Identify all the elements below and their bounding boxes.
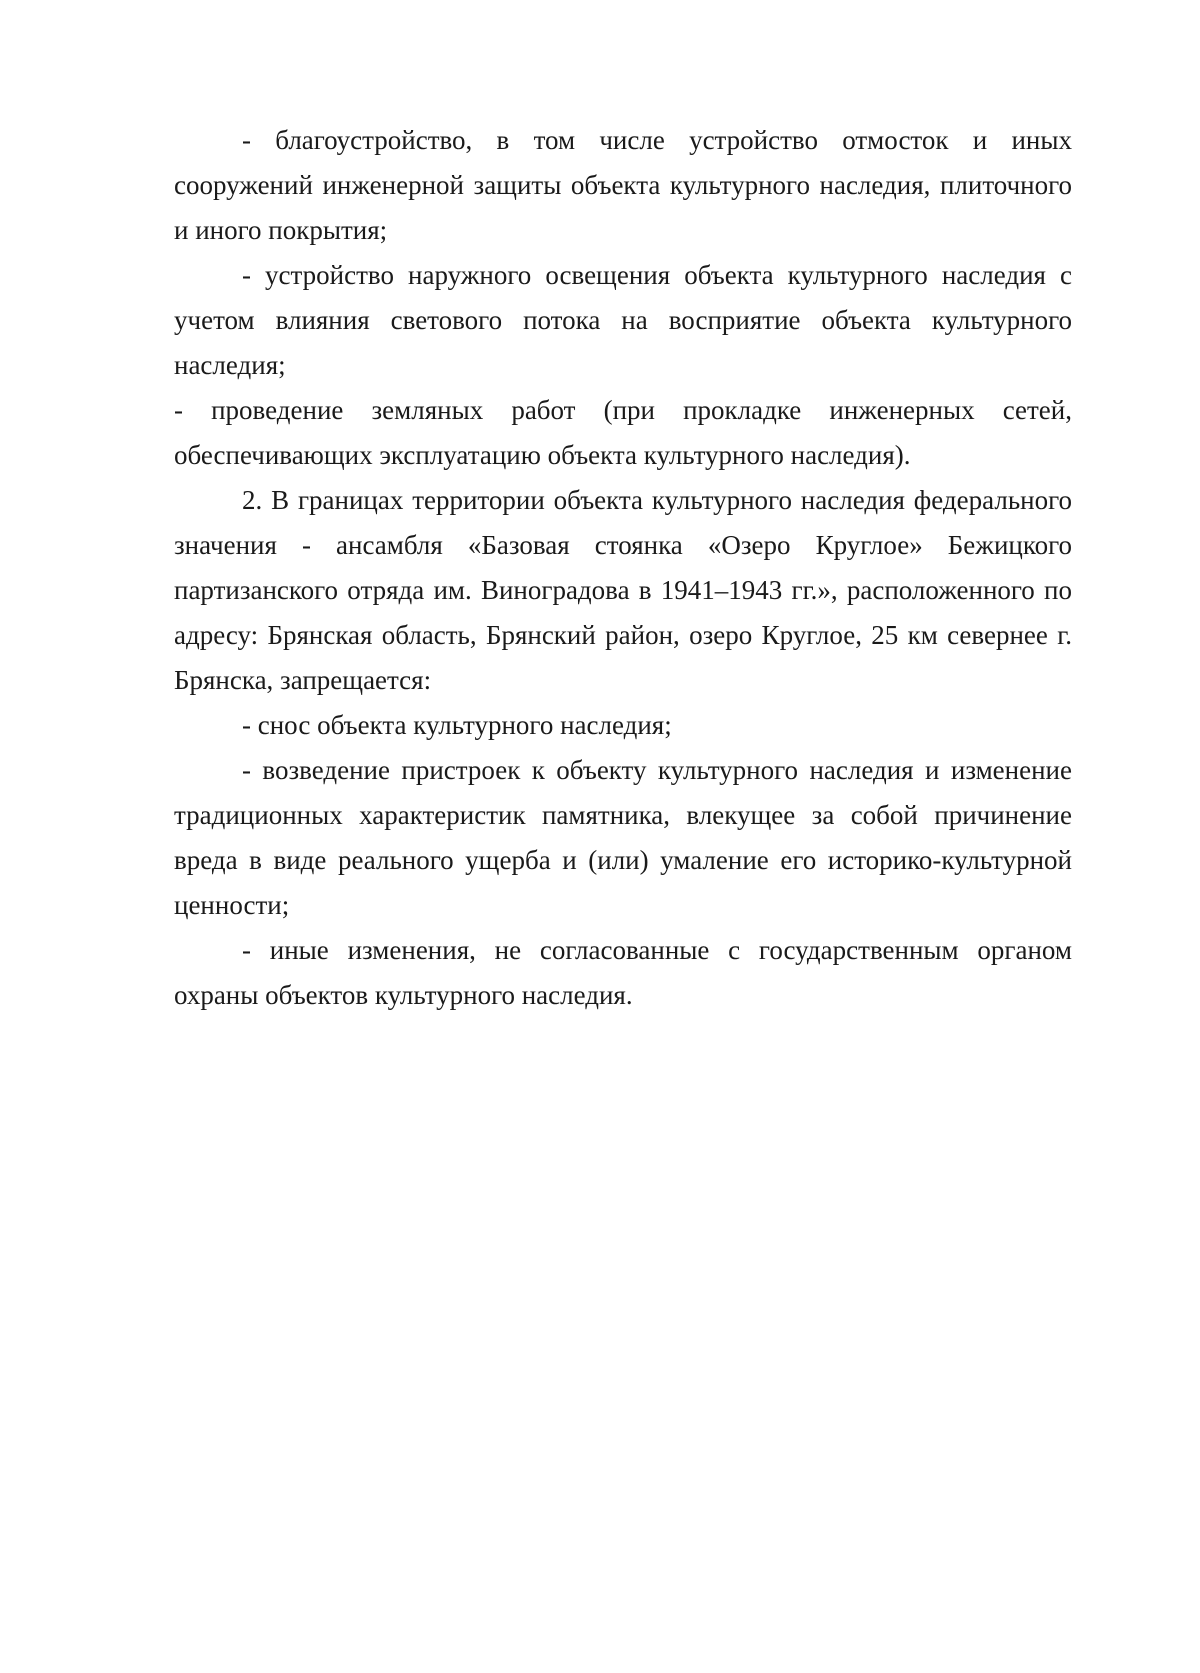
paragraph-earthworks: - проведение земляных работ (при прокладке инженерных сетей, обеспечивающих эксплуатацию объекта культурного наследия). bbox=[174, 395, 1072, 470]
document-body bbox=[174, 118, 1072, 1018]
paragraph-lighting: - устройство наружного освещения объекта культурного наследия с учетом влияния светового потока на восприятие объекта культурного наследия; bbox=[174, 260, 1072, 380]
paragraph-landscaping: - благоустройство, в том числе устройство отмосток и иных сооружений инженерной защиты объекта культурного наследия, плиточного и иного покрытия; bbox=[174, 125, 1072, 245]
paragraph-section-2: 2. В границах территории объекта культурного наследия федерального значения - ансамбля «Базовая стоянка «Озеро Круглое» Бежицкого партизанского отряда им. Виноградова в 1941–1943 гг.», расположенного по адресу: Брянская область, Брянский район, озеро Круглое, 25 км севернее г. Брянска, запрещается: bbox=[174, 485, 1072, 695]
paragraph-extensions: - возведение пристроек к объекту культурного наследия и изменение традиционных характеристик памятника, влекущее за собой причинение вреда в виде реального ущерба и (или) умаление его историко-культурной ценности; bbox=[174, 755, 1072, 920]
paragraph-other-changes: - иные изменения, не согласованные с государственным органом охраны объектов культурного наследия. bbox=[174, 935, 1072, 1010]
paragraph-demolition: - снос объекта культурного наследия; bbox=[242, 710, 672, 740]
